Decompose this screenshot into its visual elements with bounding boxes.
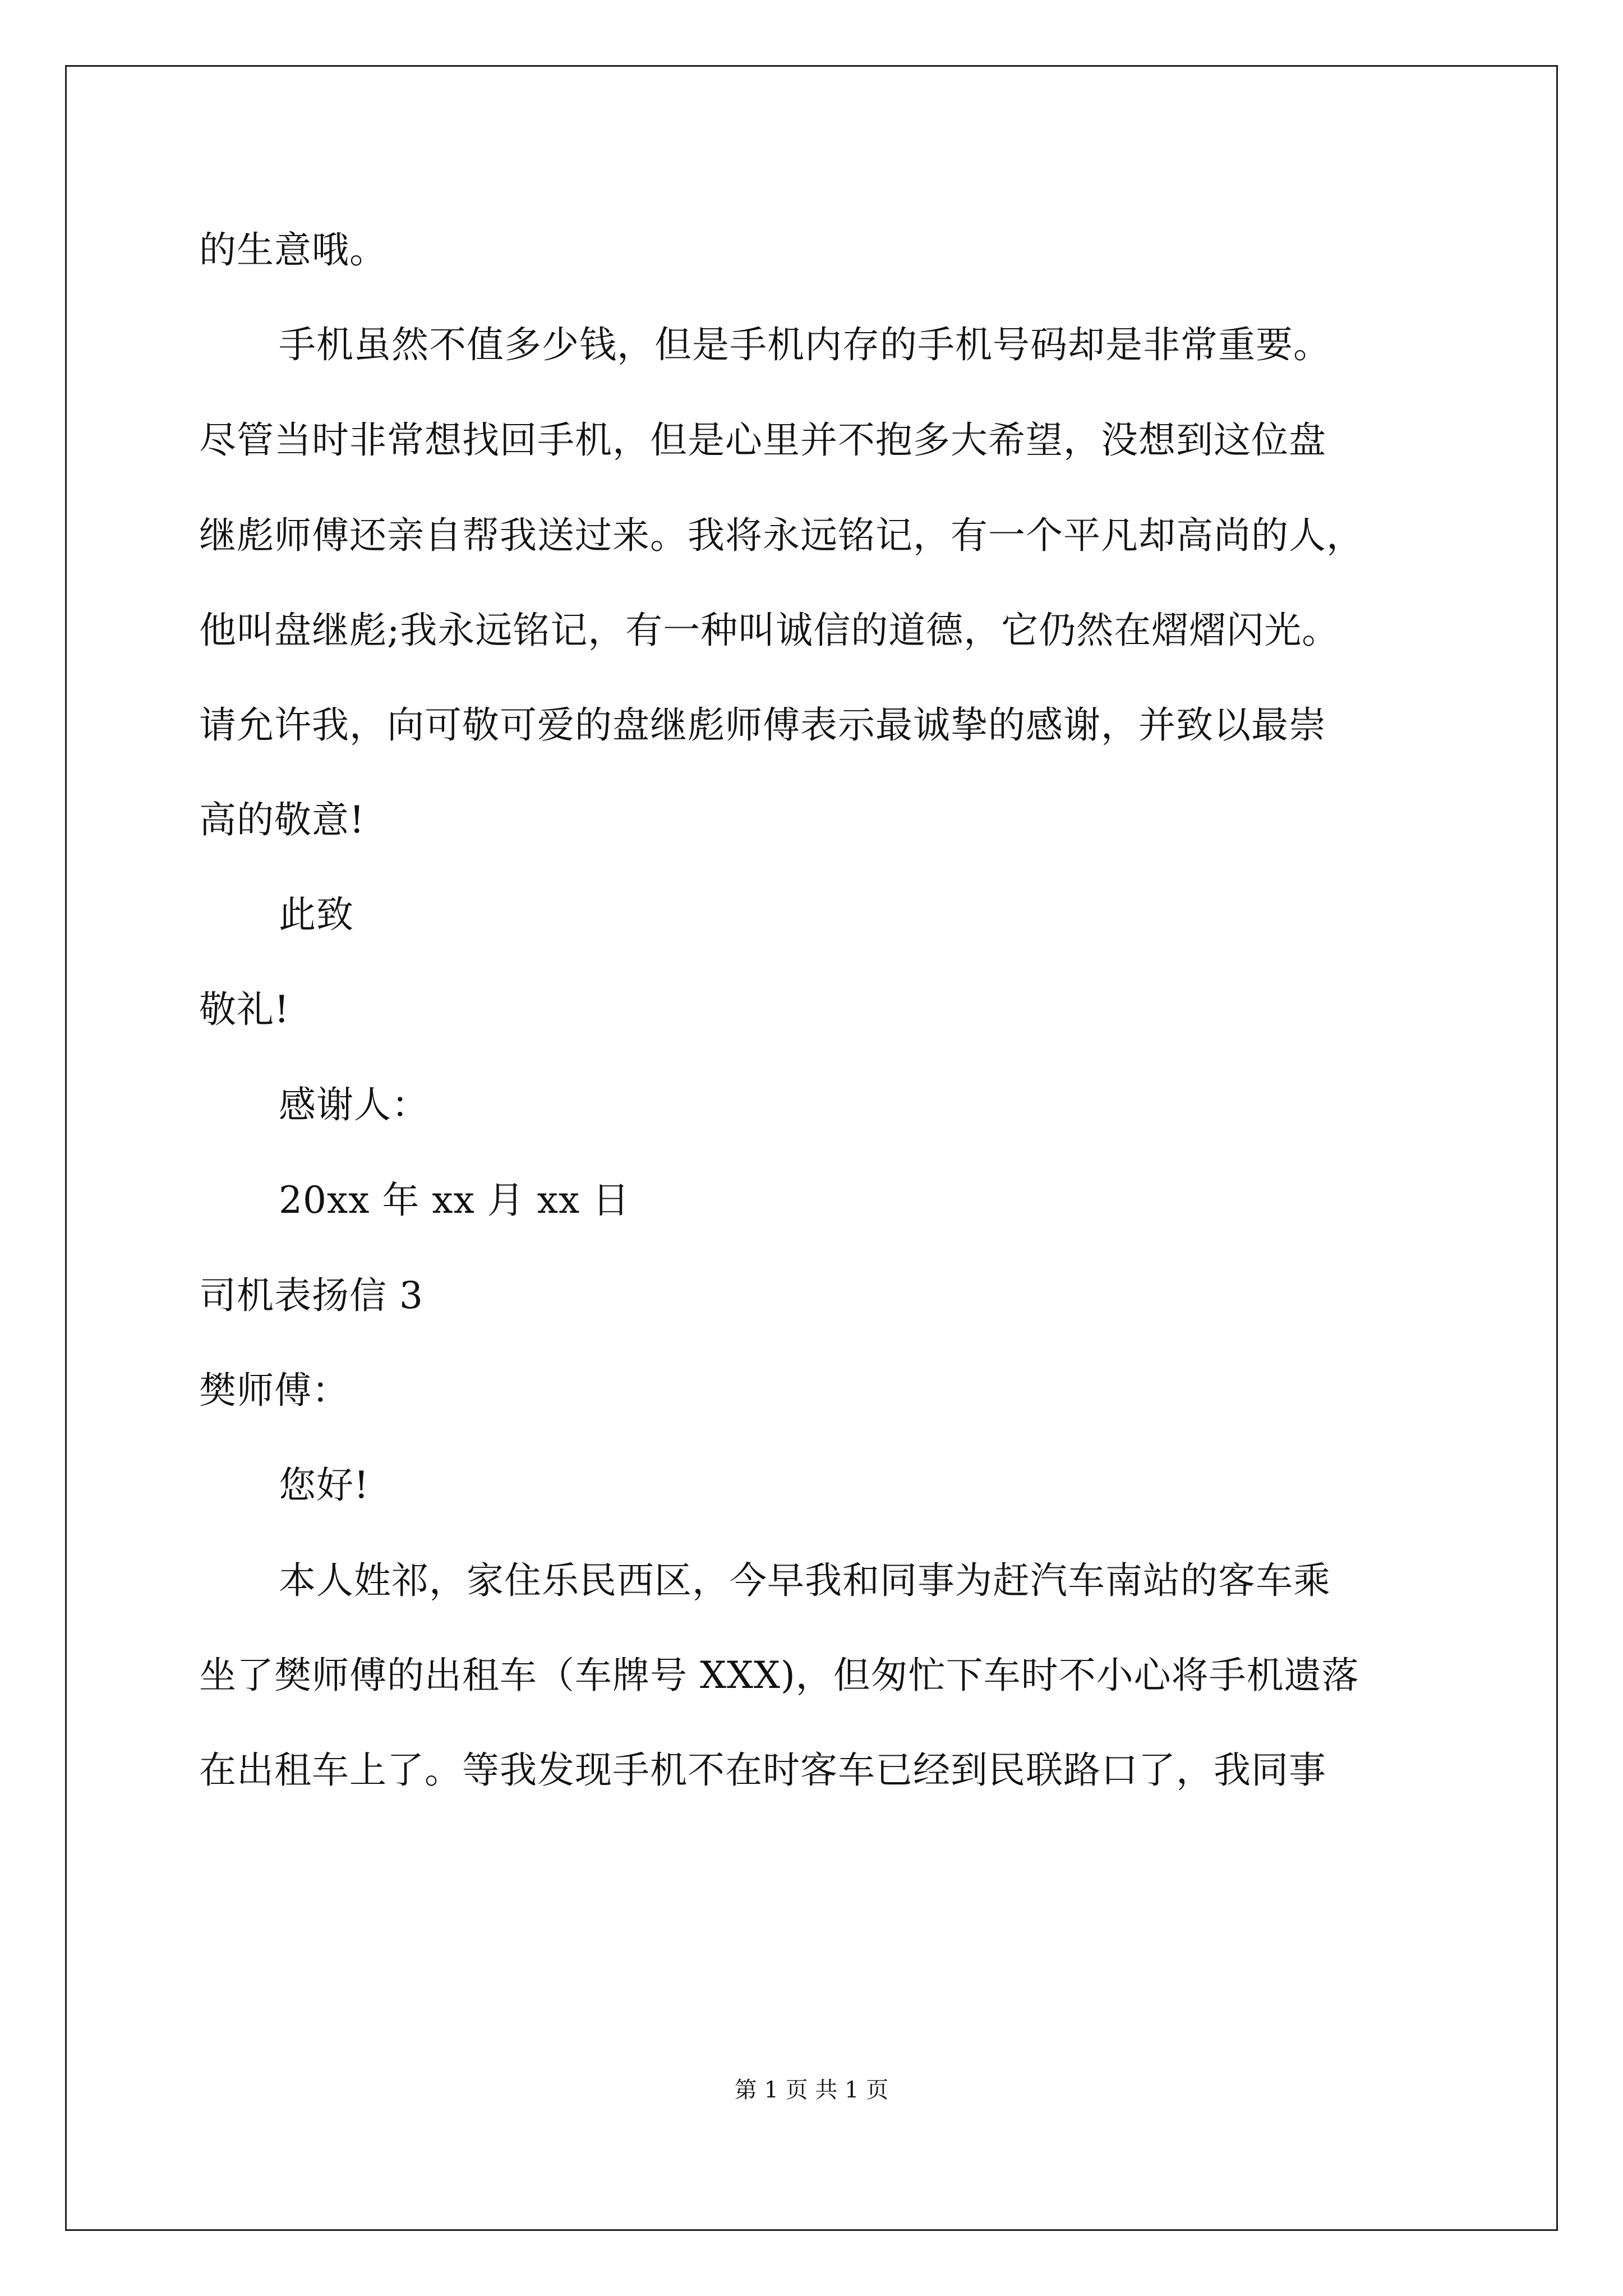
signature-label: 感谢人：	[279, 1083, 429, 1126]
greeting: 您好!	[279, 1464, 370, 1507]
closing-regards: 敬礼!	[199, 988, 290, 1031]
text-line: 继彪师傅还亲自帮我送过来。我将永远铭记，有一个平凡却高尚的人，	[199, 514, 1364, 557]
text-line: 尽管当时非常想找回手机，但是心里并不抱多大希望，没想到这位盘	[199, 418, 1326, 462]
page-number-footer: 第 1 页 共 1 页	[734, 2077, 889, 2103]
text-line: 请允许我，向可敬可爱的盘继彪师傅表示最诚挚的感谢，并致以最崇	[199, 703, 1326, 747]
text-line: 他叫盘继彪;我永远铭记，有一种叫诚信的道德，它仍然在熠熠闪光。	[199, 609, 1340, 652]
text-line: 在出租车上了。等我发现手机不在时客车已经到民联路口了，我同事	[199, 1749, 1326, 1792]
text-line: 的生意哦。	[199, 228, 387, 272]
letter-recipient: 樊师傅：	[199, 1369, 349, 1412]
page-border	[65, 65, 1558, 2231]
paragraph-line: 本人姓祁，家住乐民西区，今早我和同事为赶汽车南站的客车乘	[279, 1559, 1331, 1602]
text-line: 高的敬意!	[199, 798, 365, 841]
closing-salutation: 此致	[279, 893, 354, 936]
paragraph-line: 手机虽然不值多少钱，但是手机内存的手机号码却是非常重要。	[279, 323, 1331, 366]
text-line: 坐了樊师傅的出租车（车牌号 XXX)，但匆忙下车时不小心将手机遗落	[199, 1654, 1359, 1697]
section-title: 司机表扬信 3	[199, 1274, 423, 1317]
date-line: 20xx 年 xx 月 xx 日	[279, 1179, 630, 1222]
